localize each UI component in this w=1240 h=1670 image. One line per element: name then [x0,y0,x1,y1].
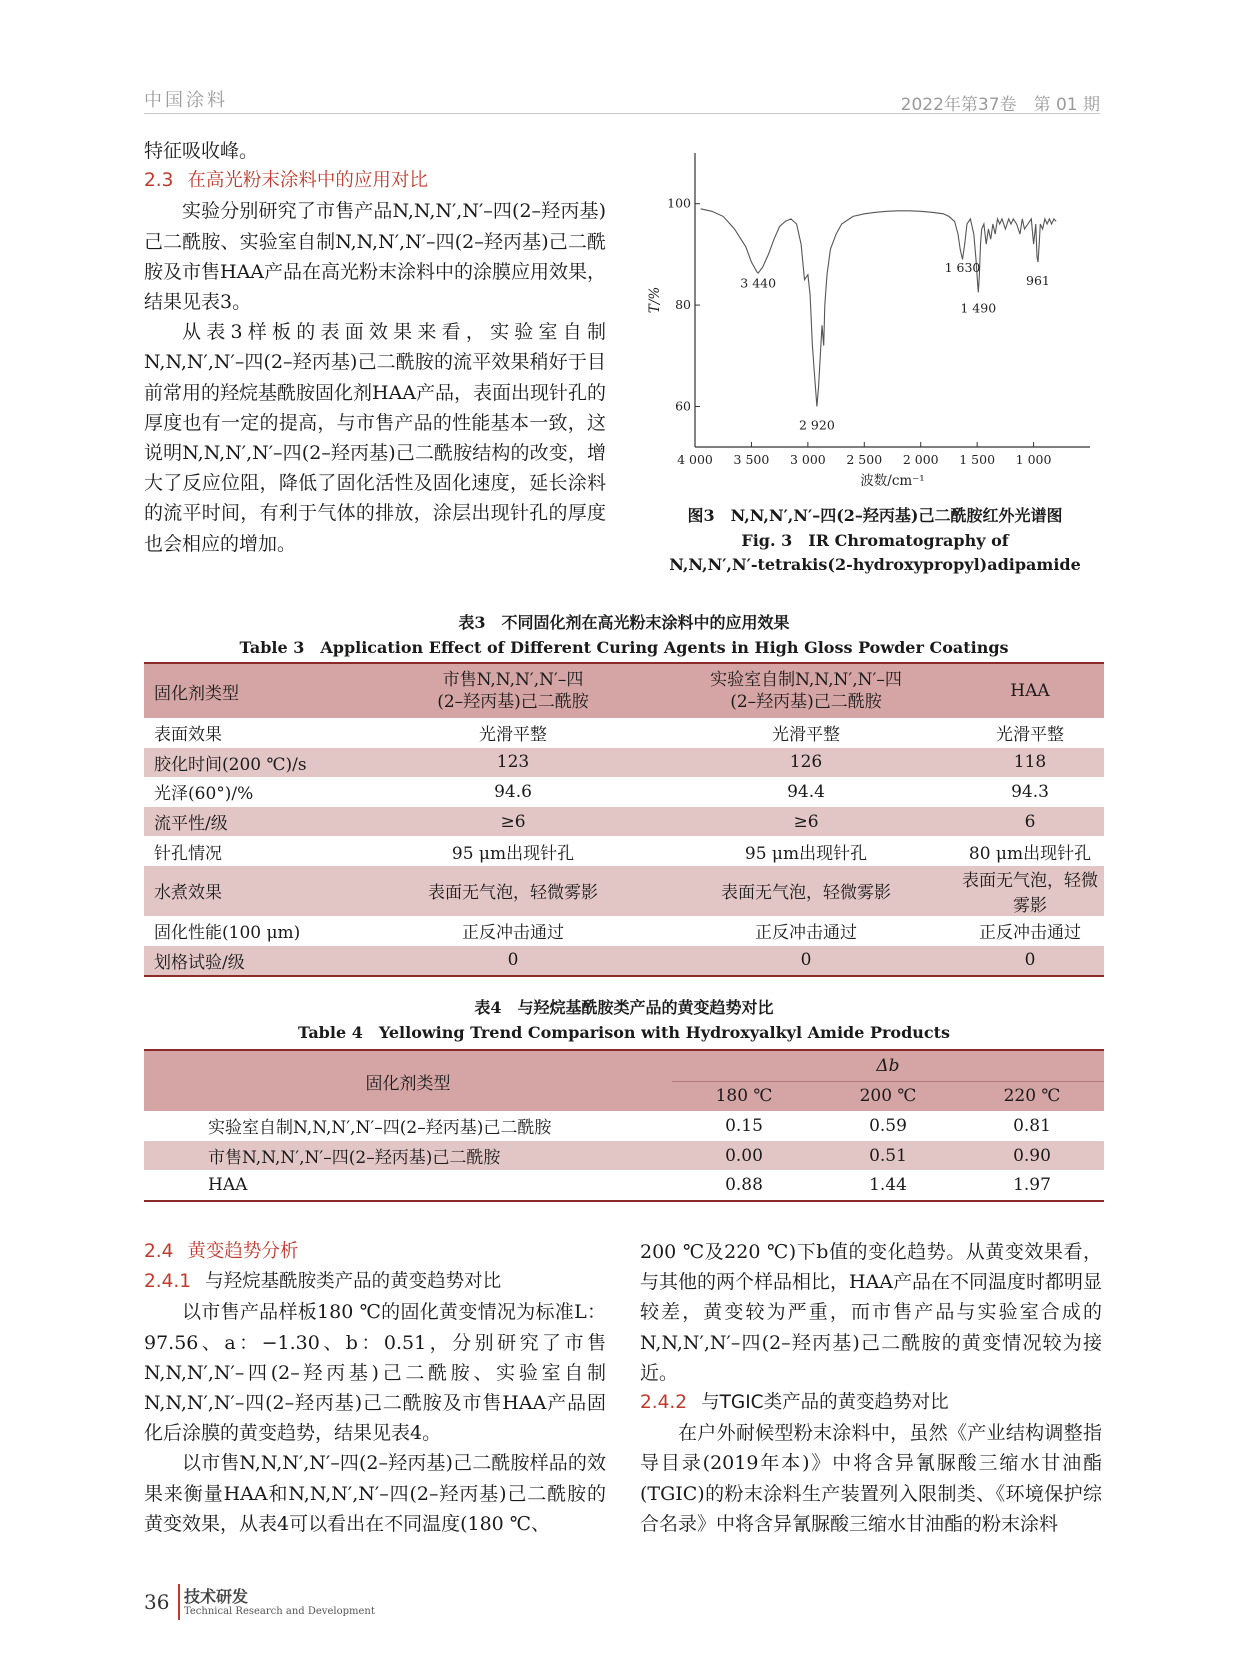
x-tick-label: 1 000 [1015,452,1052,467]
table-cell: 80 μm出现针孔 [968,843,1092,864]
table3-caption-cn: 表3 不同固化剂在高光粉末涂料中的应用效果 [458,613,790,632]
section-number: 2.3 [144,170,174,192]
table-cell: 光泽(60°)/% [154,784,254,805]
table-cell: 市售N,N,N′,N′–四(2–羟丙基)己二酰胺 [208,1148,501,1169]
header-cell: 220 ℃ [1003,1086,1061,1107]
x-tick-label: 3 500 [733,452,770,467]
header-cell: 固化剂类型 [365,1073,451,1094]
table-row [144,807,1104,837]
journal-name: 中国涂料 [144,90,228,111]
table-row [144,1111,1104,1141]
table-cell: 123 [496,752,530,773]
y-tick-label: 60 [675,398,691,414]
table-row [144,1141,1104,1171]
header-cell: 固化剂类型 [144,663,370,718]
table-cell: 实验室自制N,N,N′,N′–四(2–羟丙基)己二酰胺 [208,1118,552,1139]
x-tick-label: 4 000 [677,452,713,467]
table4-caption-cn: 表4 与羟烷基酰胺类产品的黄变趋势对比 [474,998,774,1017]
table-cell: 光滑平整 [772,725,840,746]
bottom-right-column [640,1237,1102,1539]
table-cell: 流平性/级 [154,814,228,835]
table-cell: 0.00 [725,1145,763,1166]
table-cell: 95 μm出现针孔 [744,843,868,864]
footer-section-cn: 技术研发 [184,1587,249,1606]
table-row [144,777,1104,807]
page-number: 36 [144,1590,170,1614]
table-cell: 6 [1024,811,1036,832]
table-header-row [144,1050,1104,1081]
table-cell: 表面效果 [154,725,222,746]
table3-caption-en: Table 3 Application Effect of Different Curing Agents in High Gloss Powder Coatings [239,638,1009,657]
section-title: 与羟烷基酰胺类产品的黄变趋势对比 [205,1271,502,1293]
paragraph: 以市售产品样板180 ℃的固化黄变情况为标准L：97.56、a：−1.30、b：0.51，分别研究了市售N,N,N′,N′–四(2–羟丙基)己二酰胺、实验室自制N,N,N′,N′–四(2–羟丙基)己二酰胺及市售HAA产品固化后涂膜的黄变趋势，结果见表4。 [144,1301,606,1445]
table-cell: 表面无气泡，轻微雾影 [721,883,891,904]
x-tick-label: 2 000 [902,452,939,467]
peak-label: 1 630 [944,260,981,276]
table-cell: 正反冲击通过 [755,923,857,944]
paragraph-tail: 特征吸收峰。 [144,140,259,162]
paragraph: 从表3样板的表面效果来看，实验室自制N,N,N′,N′–四(2–羟丙基)己二酰胺的流平效果稍好于目前常用的羟烷基酰胺固化剂HAA产品，表面出现针孔的厚度也有一定的提高，与市售产品的性能基本一致，这说明N,N,N′,N′–四(2–羟丙基)己二酰胺结构的改变，增大了反应位阻，降低了固化活性及固化速度，延长涂料的流平时间，有利于气体的排放，涂层出现针孔的厚度也会相应的增加。 [144,321,607,555]
section-heading-2-4-1 [144,1267,606,1297]
x-tick-label: 1 500 [959,452,996,467]
table-cell: 0.15 [725,1115,763,1136]
paragraph: 实验分别研究了市售产品N,N,N′,N′–四(2–羟丙基)己二酰胺、实验室自制N,N,N′,N′–四(2–羟丙基)己二酰胺及市售HAA产品在高光粉末涂料中的涂膜应用效果，结果见表3。 [144,200,607,314]
peak-label: 3 440 [740,275,777,291]
table-cell: 针孔情况 [154,843,222,864]
left-text-column [144,136,606,559]
table-cell: 正反冲击通过 [979,923,1081,944]
header-cell: 实验室自制N,N,N′,N′–四 (2–羟丙基)己二酰胺 [656,663,956,718]
section-heading-2-4-2 [640,1388,1102,1418]
x-tick-label: 2 500 [846,452,883,467]
header-rule [144,113,1100,114]
table-cell: 固化性能(100 μm) [154,923,301,944]
paragraph: 以市售N,N,N′,N′–四(2–羟丙基)己二酰胺样品的效果来衡量HAA和N,N,N′,N′–四(2–羟丙基)己二酰胺的黄变效果，从表4可以看出在不同温度(180 ℃、 [144,1452,606,1535]
table-cell: 光滑平整 [996,725,1064,746]
peak-label: 1 490 [960,300,997,316]
paragraph: 200 ℃及220 ℃)下b值的变化趋势。从黄变效果看，与其他的两个样品相比，HAA产品在不同温度时都明显较差，黄变较为严重，而市售产品与实验室合成的N,N,N′,N′–四(2–羟丙基)己二酰胺的黄变情况较为接近。 [640,1241,1103,1384]
table-cell: 胶化时间(200 ℃)/s [154,754,307,775]
figure-caption-cn: 图3 N,N,N′,N′–四(2–羟丙基)己二酰胺红外光谱图 [687,506,1063,525]
table-cell: 0 [370,946,656,977]
section-title: 与TGIC类产品的黄变趋势对比 [701,1392,949,1414]
y-axis-label: T/% [647,286,663,314]
section-number: 2.4.2 [640,1392,688,1414]
header-cell: HAA [956,663,1104,718]
table3 [144,662,1104,977]
table-cell: 0.59 [869,1115,907,1136]
table-cell: 0 [956,946,1104,977]
table-row [144,1170,1104,1201]
y-tick-label: 80 [675,297,691,313]
table-cell: 划格试验/级 [144,946,370,977]
table-row [144,866,1104,916]
footer-section-en: Technical Research and Development [184,1606,375,1617]
figure-caption-en-line2: N,N,N′,N′-tetrakis(2-hydroxypropyl)adipamide [669,555,1081,574]
bottom-left-column [144,1237,606,1539]
table-row [144,916,1104,946]
table-cell: 0.51 [869,1145,907,1166]
table-cell: 1.97 [1013,1175,1051,1196]
table-row [144,946,1104,977]
table-cell: 94.4 [787,781,825,802]
ir-spectrum-figure [638,145,1113,520]
footer-divider [178,1584,180,1620]
table-cell: 118 [1013,752,1047,773]
section-number: 2.4 [144,1241,174,1262]
paragraph: 在户外耐候型粉末涂料中，虽然《产业结构调整指导目录(2019年本)》中将含异氰脲酸三缩水甘油酯(TGIC)的粉末涂料生产装置列入限制类、《环境保护综合名录》中将含异氰脲酸三缩水甘油酯的粉末涂料 [640,1422,1102,1535]
section-heading-2-4 [144,1237,606,1267]
header-cell: 180 ℃ [715,1086,773,1107]
header-cell: 市售N,N,N′,N′–四 (2–羟丙基)己二酰胺 [370,663,656,718]
section-title: 黄变趋势分析 [187,1241,299,1262]
section-title: 在高光粉末涂料中的应用对比 [187,170,428,192]
table-cell: 正反冲击通过 [462,923,564,944]
y-tick-label: 100 [667,195,691,211]
table-row [144,718,1104,748]
issue-info: 2022年第37卷 第 01 期 [900,95,1100,115]
table-cell: 94.6 [494,781,532,802]
table-header-row [144,663,1104,718]
peak-label: 961 [1026,272,1050,288]
table-cell: 0 [656,946,956,977]
spectrum-line [701,209,1057,407]
table-cell: HAA [208,1175,248,1196]
table-cell: 0.88 [725,1175,763,1196]
table-cell: 1.44 [869,1175,907,1196]
figure-caption-en-line1: Fig. 3 IR Chromatography of [741,531,1009,550]
table-cell: ≥6 [793,811,819,832]
table-cell: 0.81 [1013,1115,1051,1136]
x-tick-label: 3 000 [789,452,826,467]
table-cell: 水煮效果 [154,883,222,904]
section-number: 2.4.1 [144,1271,192,1293]
table-cell: 94.3 [1011,781,1049,802]
x-axis-label: 波数/cm⁻¹ [860,473,925,489]
table-cell: ≥6 [500,811,526,832]
table-row [144,748,1104,778]
peak-label: 2 920 [798,417,835,433]
table4-caption-en: Table 4 Yellowing Trend Comparison with Hydroxyalkyl Amide Products [297,1023,951,1042]
header-cell: 200 ℃ [859,1086,917,1107]
section-heading-2-3 [144,166,606,196]
table-cell: 光滑平整 [479,725,547,746]
table-cell: 表面无气泡，轻微雾影 [428,883,598,904]
table-cell: 126 [789,752,823,773]
table-cell: 95 μm出现针孔 [451,843,575,864]
table-cell: 表面无气泡，轻微雾影 [962,870,1098,916]
ir-spectrum-chart [638,145,1113,520]
table-row [144,836,1104,866]
header-group-cell: Δb [672,1050,1104,1081]
table4 [144,1049,1104,1202]
table-cell: 0.90 [1013,1145,1051,1166]
